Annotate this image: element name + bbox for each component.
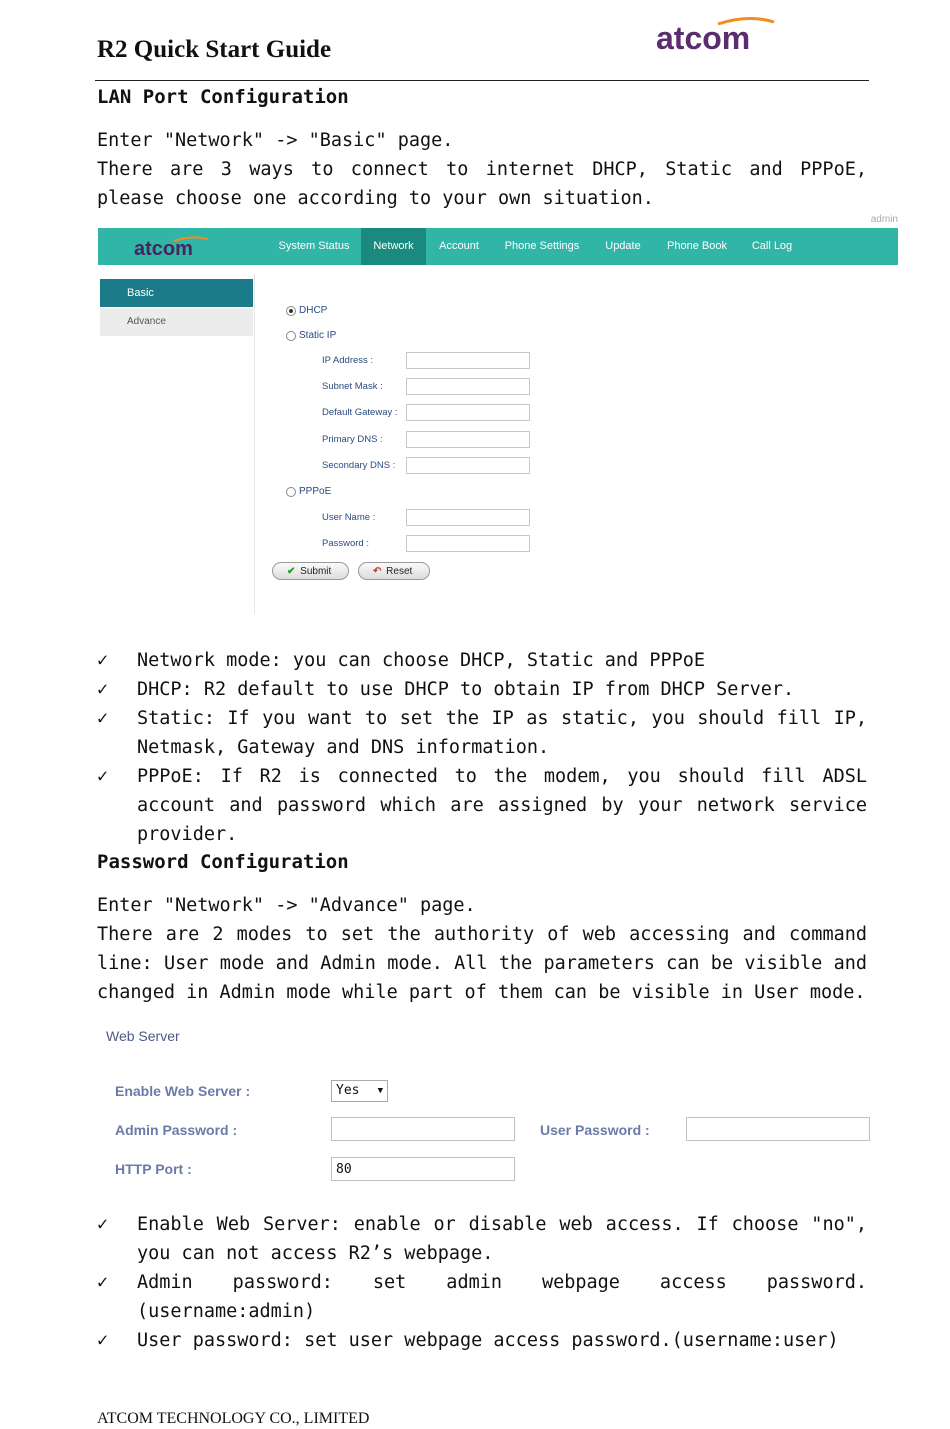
list-item: ✓ Enable Web Server: enable or disable web access. If choose "no", you can not access R2’s webpage.	[97, 1210, 867, 1268]
user-name-input[interactable]	[406, 509, 530, 526]
password-intro-line-1: Enter "Network" -> "Advance" page.	[97, 895, 476, 916]
nav-phone-settings[interactable]: Phone Settings	[504, 240, 580, 252]
submit-button[interactable]: ✔ Submit	[272, 562, 349, 580]
check-icon: ✓	[97, 679, 109, 700]
subnet-mask-input[interactable]	[406, 378, 530, 395]
check-icon: ✓	[97, 1214, 109, 1235]
sidebar	[98, 274, 255, 614]
lan-intro-line-2: There are 3 ways to connect to internet DHCP, Static and PPPoE, please choose one according to your own situation.	[97, 159, 867, 209]
static-ip-radio[interactable]	[286, 331, 296, 341]
enable-web-server-label: Enable Web Server :	[115, 1083, 251, 1099]
check-icon: ✓	[97, 708, 109, 729]
http-port-input[interactable]: 80	[331, 1157, 515, 1181]
list-item: ✓ User password: set user webpage access password.(username:user)	[97, 1326, 867, 1355]
ip-address-label: IP Address :	[322, 355, 374, 366]
check-icon: ✓	[97, 766, 109, 787]
logo-text: atcom	[656, 20, 751, 56]
password-intro	[97, 891, 867, 1007]
list-item: ✓ Network mode: you can choose DHCP, Static and PPPoE	[97, 646, 867, 675]
ip-address-input[interactable]	[406, 352, 530, 369]
admin-password-input[interactable]	[331, 1117, 515, 1141]
list-item: ✓ PPPoE: If R2 is connected to the modem, you should fill ADSL account and password which are assigned by your network service provider.	[97, 762, 867, 849]
sidebar-item-basic[interactable]: Basic	[100, 279, 253, 307]
password-heading: Password Configuration	[97, 851, 349, 873]
chevron-down-icon: ▼	[377, 1086, 383, 1096]
lan-bullet-list	[97, 646, 867, 849]
secondary-dns-label: Secondary DNS :	[322, 460, 396, 471]
nav-logo	[134, 236, 210, 258]
dhcp-radio[interactable]	[286, 306, 296, 316]
user-password-input[interactable]	[686, 1117, 870, 1141]
lan-intro-line-1: Enter "Network" -> "Basic" page.	[97, 130, 454, 151]
nav-call-log[interactable]: Call Log	[751, 240, 793, 252]
default-gateway-input[interactable]	[406, 404, 530, 421]
check-icon: ✔	[287, 566, 296, 577]
admin-tag: admin	[870, 214, 898, 225]
check-icon: ✓	[97, 1272, 109, 1293]
password-bullet-list	[97, 1210, 867, 1355]
check-icon: ✓	[97, 1330, 109, 1351]
sidebar-item-advance[interactable]: Advance	[100, 308, 253, 336]
primary-dns-input[interactable]	[406, 431, 530, 448]
list-item: ✓ Static: If you want to set the IP as static, you should fill IP, Netmask, Gateway and DNS information.	[97, 704, 867, 762]
password-label: Password :	[322, 538, 369, 549]
web-server-title: Web Server	[106, 1028, 180, 1044]
reset-button[interactable]: ↶ Reset	[358, 562, 430, 580]
pppoe-radio[interactable]	[286, 487, 296, 497]
admin-password-label: Admin Password :	[115, 1122, 238, 1138]
primary-dns-label: Primary DNS :	[322, 434, 383, 445]
nav-phone-book[interactable]: Phone Book	[667, 240, 727, 252]
default-gateway-label: Default Gateway :	[322, 407, 398, 418]
footer-company: ATCOM TECHNOLOGY CO., LIMITED	[97, 1410, 370, 1427]
list-item: ✓ Admin password: set admin webpage access password.(username:admin)	[97, 1268, 867, 1326]
check-icon: ✓	[97, 650, 109, 671]
enable-web-server-select[interactable]: Yes ▼	[331, 1080, 388, 1102]
http-port-label: HTTP Port :	[115, 1161, 192, 1177]
lan-intro	[97, 126, 867, 213]
user-password-label: User Password :	[540, 1122, 650, 1138]
password-input[interactable]	[406, 535, 530, 552]
subnet-mask-label: Subnet Mask :	[322, 381, 383, 392]
password-intro-line-2: There are 2 modes to set the authority of web accessing and command line: User mode and Admin mode. All the parameters can be visible and changed in Admin mode while part of them can be visible in User mode.	[97, 924, 867, 1003]
static-ip-label: Static IP	[299, 330, 337, 341]
atcom-logo	[656, 16, 776, 56]
undo-icon: ↶	[373, 566, 382, 577]
pppoe-label: PPPoE	[299, 486, 332, 497]
nav-system-status[interactable]: System Status	[278, 240, 350, 252]
list-item: ✓ DHCP: R2 default to use DHCP to obtain IP from DHCP Server.	[97, 675, 867, 704]
dhcp-label: DHCP	[299, 305, 328, 316]
svg-text:atcom: atcom	[134, 238, 193, 258]
network-basic-screenshot	[98, 214, 898, 614]
header-divider	[95, 80, 869, 81]
user-name-label: User Name :	[322, 512, 376, 523]
document-title: R2 Quick Start Guide	[97, 36, 332, 63]
lan-heading: LAN Port Configuration	[97, 86, 349, 108]
nav-bar	[98, 228, 898, 265]
nav-network[interactable]: Network	[361, 228, 426, 265]
secondary-dns-input[interactable]	[406, 457, 530, 474]
nav-account[interactable]: Account	[439, 240, 479, 252]
nav-update[interactable]: Update	[605, 240, 641, 252]
